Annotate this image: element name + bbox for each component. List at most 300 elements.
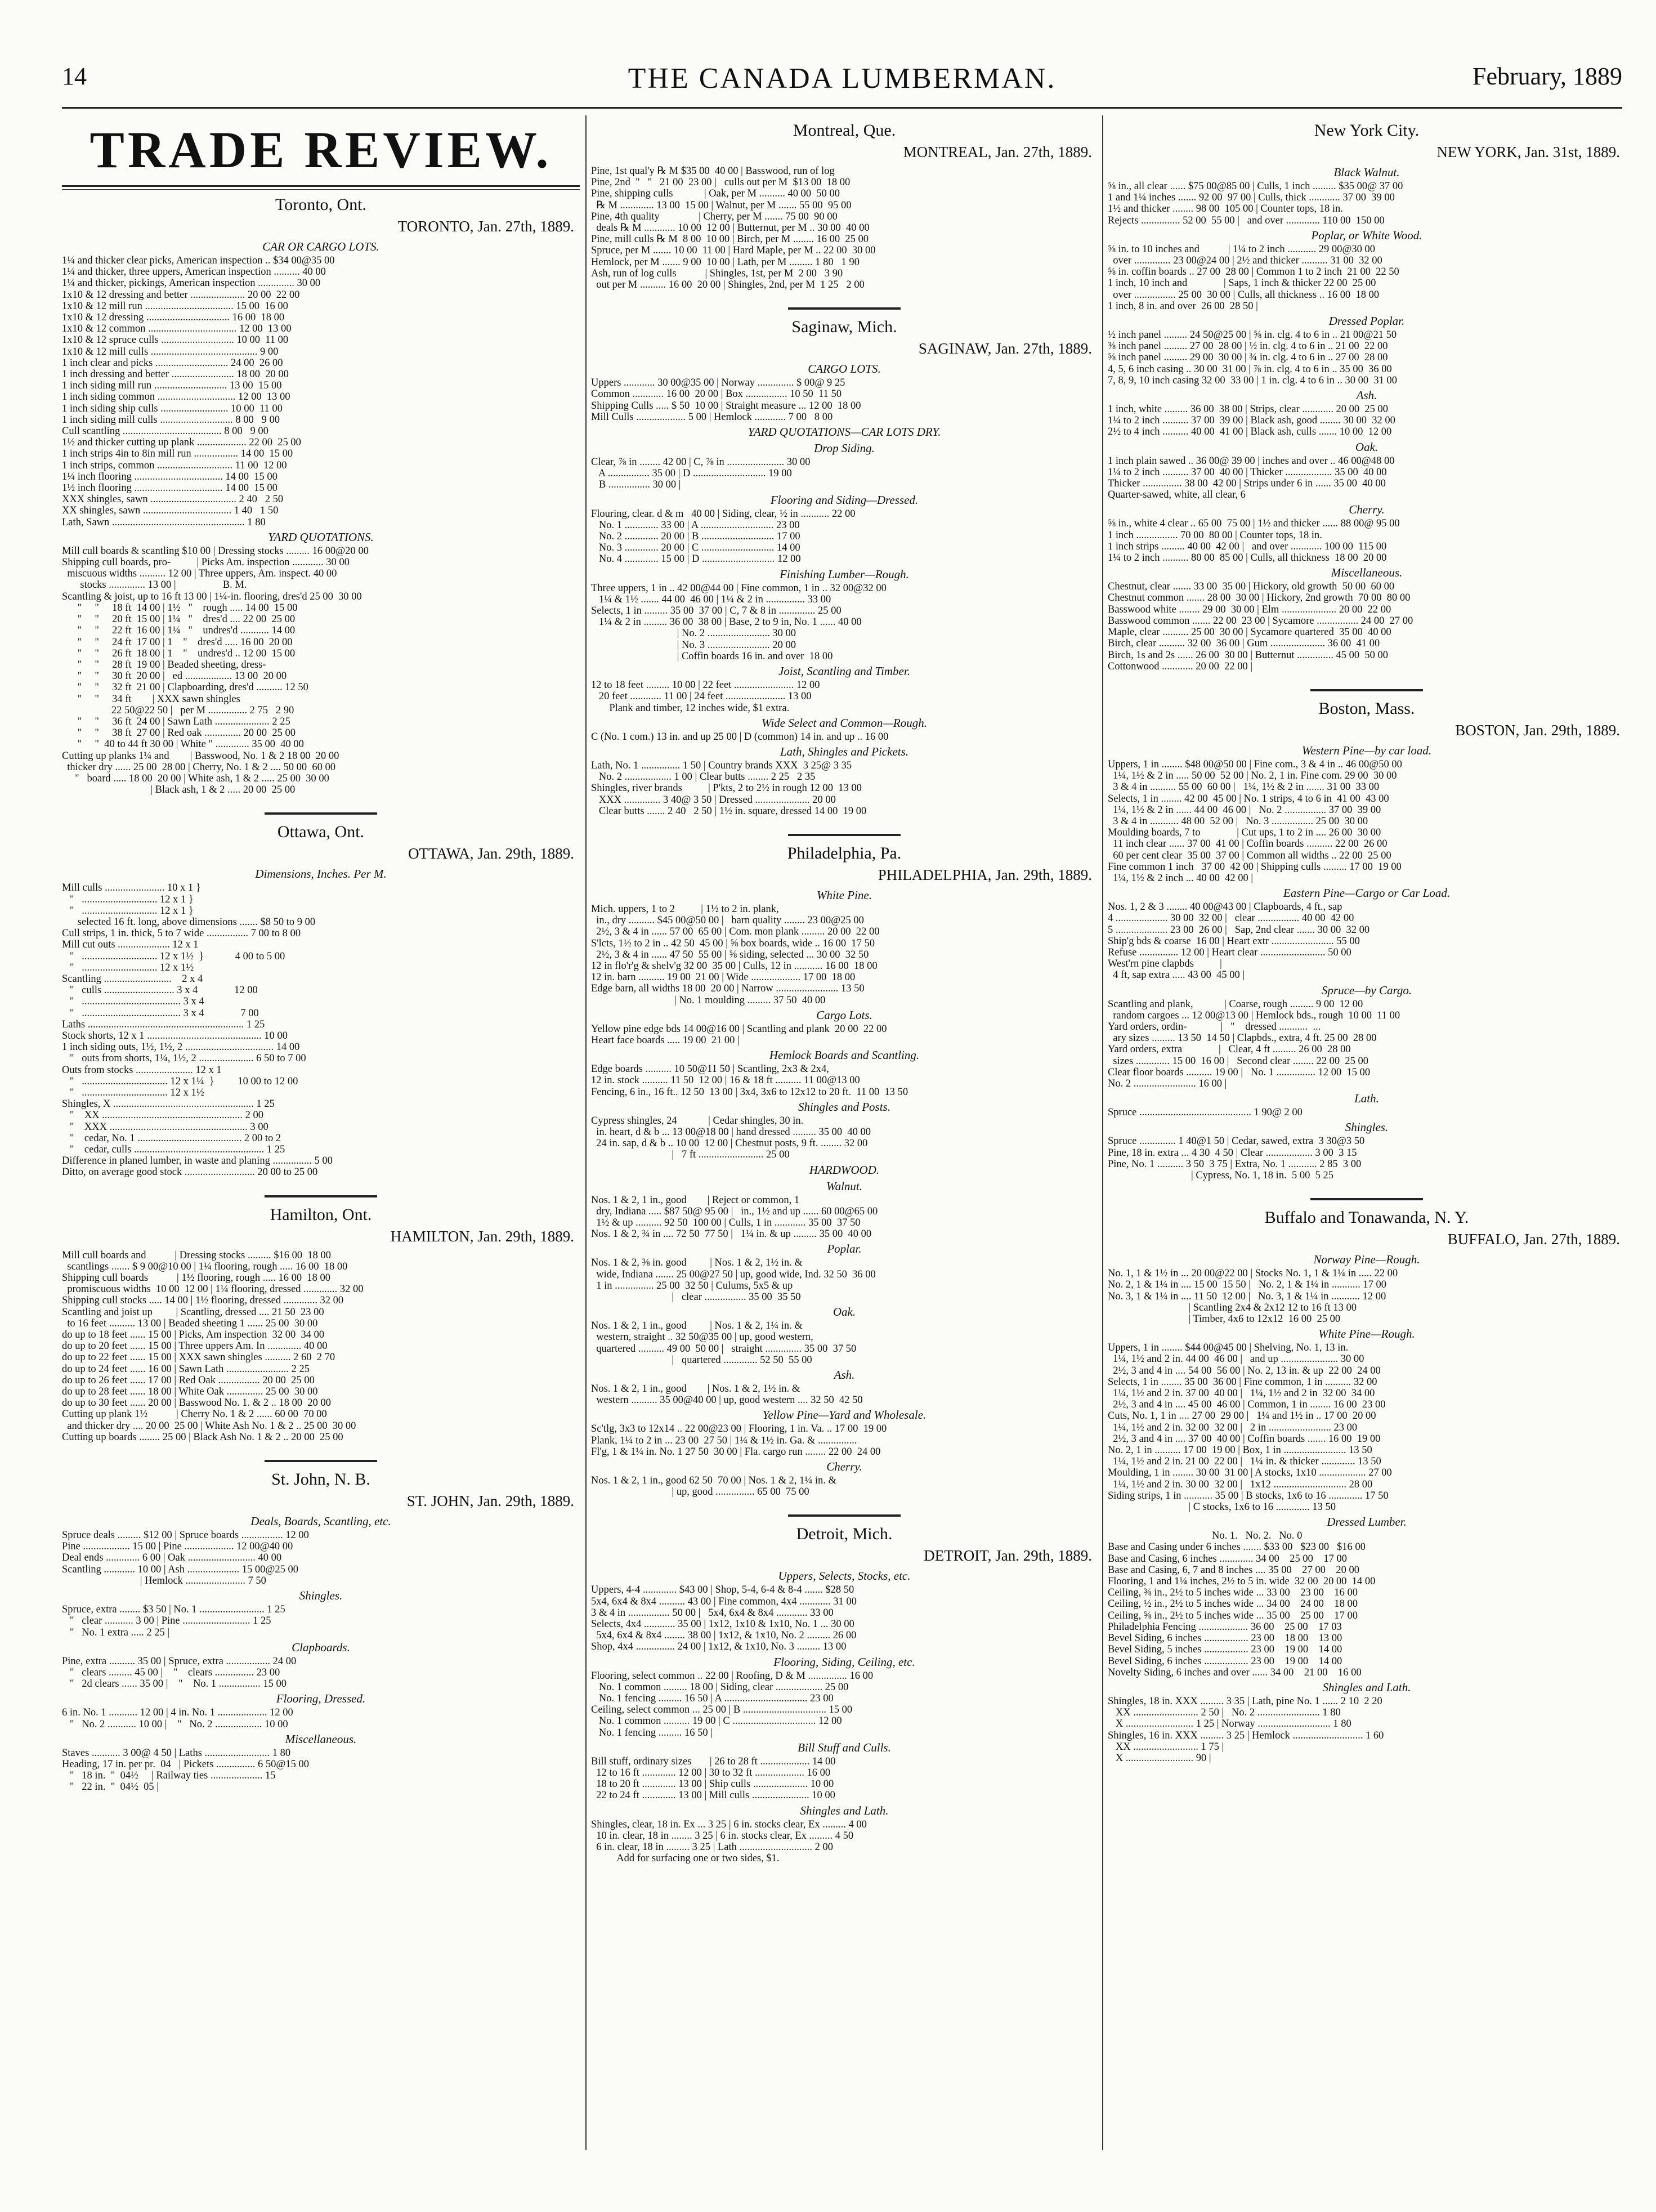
- section-heading: Shingles.: [299, 1589, 343, 1603]
- price-line: ½ inch panel ......... 24 50@25 00 | ⅝ in. clg. 4 to 6 in .. 21 00@21 50: [1108, 329, 1397, 341]
- price-line: 5 .................... 23 00 26 00 | Sap, 2nd clear ....... 30 00 32 00: [1108, 924, 1370, 936]
- price-line: scantlings ....... $ 9 00@10 00 | 1¼ flooring, rough ..... 16 00 18 00: [62, 1261, 348, 1272]
- price-line: Yard orders, ordin- | " dressed ........... ...: [1108, 1021, 1321, 1033]
- price-line: " " 26 ft 18 00 | 1 " undres'd .. 12 00 15 00: [62, 647, 296, 659]
- price-line: 1¼, 1½ and 2 in. 30 00 32 00 | 1x12 ............................ 28 00: [1108, 1478, 1373, 1490]
- market-separator: [265, 1195, 377, 1197]
- price-line: XXX shingles, sawn ................................. 2 40 2 50: [62, 494, 284, 506]
- price-line: do up to 18 feet ...... 15 00 | Picks, Am inspection 32 00 34 00: [62, 1329, 325, 1341]
- price-line: Pine, 2nd " " 21 00 23 00 | culls out per M $13 00 18 00: [591, 177, 851, 189]
- price-list: [591, 457, 1098, 491]
- price-line: Spruce .............. 1 40@1 50 | Cedar, sawed, extra 3 30@3 50: [1108, 1136, 1365, 1147]
- price-line: random cargoes ... 12 00@13 00 | Hemlock bds., rough 10 00 11 00: [1108, 1009, 1400, 1021]
- price-line: ary sizes ......... 13 50 14 50 | Clapbds., extra, 4 ft. 25 00 28 00: [1108, 1033, 1377, 1044]
- price-line: No. 1, 1 & 1½ in ... 20 00@22 00 | Stocks No. 1, 1 & 1¼ in ..... 22 00: [1108, 1268, 1398, 1280]
- price-list: [1108, 329, 1626, 386]
- price-list: [591, 1320, 1098, 1366]
- price-line: 1¼, 1½ and 2 in. 32 00 32 00 | 2 in ........................ 23 00: [1108, 1422, 1358, 1433]
- price-list: [1108, 901, 1626, 981]
- price-line: dry, Indiana ..... $87 50@ 95 00 | in., 1½ and up ...... 60 00@65 00: [591, 1205, 878, 1217]
- price-line: 4 ft, sap extra ..... 43 00 45 00 |: [1108, 969, 1245, 981]
- market-ottawa-ont: [62, 823, 580, 1178]
- price-line: Common ............ 16 00 20 00 | Box ................ 10 50 11 50: [591, 388, 842, 400]
- price-list: [591, 760, 1098, 817]
- price-line: Shipping cull stocks ..... 14 00 | 1½ flooring, dressed ............. 32 00: [62, 1295, 344, 1307]
- price-line: 3 & 4 in .......... 55 00 60 00 | 1¼, 1½ & 2 in ....... 31 00 33 00: [1108, 781, 1380, 793]
- price-line: Selects, 4x4 ............ 35 00 | 1x12, 1x10 & 1x10, No. 1 ... 30 00: [591, 1619, 854, 1630]
- price-line: " culls ........................... 3 x 4 12 00: [62, 985, 258, 996]
- price-line: 10 in. clear, 18 in ........ 3 25 | 6 in. stocks clear, Ex ......... 4 50: [591, 1830, 854, 1842]
- price-line: Hemlock, per M ....... 9 00 10 00 | Lath, per M ......... 1 80 1 90: [591, 256, 860, 268]
- section-heading: Lath, Shingles and Pickets.: [780, 744, 909, 758]
- section-heading: White Pine—Rough.: [1318, 1327, 1415, 1341]
- section-heading: Poplar.: [827, 1242, 862, 1256]
- price-line: do up to 30 feet ...... 20 00 | Basswood No. 1. & 2 .. 18 00 20 00: [62, 1397, 332, 1409]
- price-line: 1¼ to 2 inch .......... 37 00 40 00 | Thicker .................. 35 00 40 00: [1108, 466, 1387, 478]
- price-line: 24 in. sap, d & b .. 10 00 12 00 | Chestnut posts, 9 ft. ........ 32 00: [591, 1138, 868, 1150]
- price-line: Mill cull boards and | Dressing stocks ......... $16 00 18 00: [62, 1249, 331, 1261]
- market-dateline: TORONTO, Jan. 27th, 1889.: [397, 218, 574, 235]
- price-line: Shipping Culls ..... $ 50 10 00 | Straight measure ... 12 00 18 00: [591, 400, 861, 412]
- price-list: [591, 1475, 1098, 1498]
- section-heading: CARGO LOTS.: [808, 362, 881, 376]
- price-line: Heart face boards ..... 19 00 21 00 |: [591, 1034, 740, 1046]
- section-heading: Lath.: [1354, 1092, 1379, 1106]
- price-line: Nos. 1, 2 & 3 ........ 40 00@43 00 | Clapboards, 4 ft., sap: [1108, 901, 1342, 913]
- price-list: [591, 1024, 1098, 1046]
- price-list: [591, 1819, 1098, 1865]
- price-line: " " 40 to 44 ft 30 00 | White " ............. 35 00 40 00: [62, 739, 304, 750]
- section-heading: Spruce—by Cargo.: [1321, 983, 1412, 997]
- price-line: Spruce, extra ........ $3 50 | No. 1 ......................... 1 25: [62, 1604, 285, 1616]
- price-line: selected 16 ft. long, above dimensions ....... $8 50 to 9 00: [62, 916, 316, 928]
- price-line: " ............................. 12 x 1½ } 4 00 to 5 00: [62, 950, 285, 962]
- section-heading: Shingles and Lath.: [800, 1803, 889, 1817]
- price-line: Cull scantling ...................................... 8 00 9 00: [62, 426, 268, 437]
- price-list: [1108, 1342, 1626, 1513]
- price-line: Yellow pine edge bds 14 00@16 00 | Scantling and plank 20 00 22 00: [591, 1023, 887, 1035]
- price-line: Shingles, 18 in. XXX ......... 3 35 | Lath, pine No. 1 ...... 2 10 2 20: [1108, 1695, 1382, 1707]
- price-line: 1¼, 1½ and 2 in. 37 00 40 00 | 1¼, 1½ and 2 in 32 00 34 00: [1108, 1388, 1375, 1400]
- price-line: over ................ 25 00 30 00 | Culls, all thickness .. 16 00 18 00: [1108, 289, 1380, 301]
- price-line: Rejects ............... 52 00 55 00 | and over ............. 110 00 150 00: [1108, 215, 1385, 226]
- price-line: " No. 1 extra ..... 2 25 |: [62, 1626, 170, 1638]
- market-dateline: SAGINAW, Jan. 27th, 1889.: [918, 340, 1092, 358]
- price-line: " " 18 ft 14 00 | 1½ " rough ..... 14 00 15 00: [62, 602, 298, 614]
- price-line: Pine, 4th quality | Cherry, per M ....... 75 00 90 00: [591, 211, 838, 222]
- price-line: " " 22 ft 16 00 | 1¼ " undres'd ........... 14 00: [62, 625, 296, 637]
- price-list: [62, 1656, 580, 1690]
- section-heading: Wide Select and Common—Rough.: [762, 716, 927, 730]
- price-line: Cull strips, 1 in. thick, 5 to 7 wide ................ 7 00 to 8 00: [62, 928, 301, 940]
- price-line: Fine common 1 inch 37 00 42 00 | Shipping culls ......... 17 00 19 00: [1108, 861, 1402, 873]
- price-line: 12 in. stock .......... 11 50 12 00 | 16 & 18 ft .......... 11 00@13 00: [591, 1075, 860, 1087]
- price-line: in. heart, d & b ... 13 00@18 00 | hand dressed ......... 35 00 40 00: [591, 1126, 871, 1138]
- price-line: No. 1 common ......... 18 00 | Siding, clear .................. 25 00: [591, 1681, 849, 1693]
- market-city: Philadelphia, Pa.: [787, 843, 902, 863]
- price-line: | up, good ............... 65 00 75 00: [591, 1486, 809, 1498]
- price-line: to 16 feet .......... 13 00 | Beaded sheeting 1 ...... 25 00 30 00: [62, 1317, 318, 1329]
- price-line: 1¼ to 2 inch .......... 80 00 85 00 | Culls, all thickness 18 00 20 00: [1108, 552, 1387, 564]
- price-line: 1 inch clear and picks ............................ 24 00 26 00: [62, 357, 283, 369]
- price-line: 2½, 3 & 4 in ...... 57 00 65 00 | Com. mon plank ......... 20 00 22 00: [591, 926, 880, 938]
- price-line: 2½, 3 and 4 in .... 45 00 46 00 | Common, 1 in ........ 16 00 23 00: [1108, 1399, 1386, 1411]
- price-line: Quarter-sawed, white, all clear, 6: [1108, 489, 1246, 501]
- publication-title: THE CANADA LUMBERMAN.: [628, 62, 1057, 95]
- issue-date: February, 1889: [1473, 62, 1622, 90]
- price-line: 11 inch clear ...... 37 00 41 00 | Coffin boards .......... 22 00 26 00: [1108, 838, 1388, 850]
- section-heading: Oak.: [833, 1305, 856, 1319]
- column-divider-right: [1102, 115, 1103, 2150]
- price-line: and thicker dry .... 20 00 25 00 | White Ash No. 1 & 2 .. 25 00 30 00: [62, 1420, 356, 1432]
- market-separator: [1310, 689, 1423, 691]
- price-line: 1x10 & 12 dressing and better ..................... 20 00 22 00: [62, 289, 300, 301]
- market-city: Boston, Mass.: [1318, 699, 1415, 718]
- price-list: [591, 1257, 1098, 1303]
- price-list: [591, 1756, 1098, 1802]
- price-list: [62, 1707, 580, 1730]
- section-heading: Cherry.: [1349, 503, 1385, 517]
- price-line: ⅝ inch panel ......... 29 00 30 00 | ¾ in. clg. 4 to 6 in .. 27 00 28 00: [1108, 352, 1388, 364]
- price-line: 1 inch, white ......... 36 00 38 00 | Strips, clear ............ 20 00 25 00: [1108, 404, 1389, 415]
- price-line: | 7 ft ......................... 25 00: [591, 1149, 790, 1161]
- price-line: Basswood white ........ 29 00 30 00 | Elm ..................... 20 00 22 00: [1108, 604, 1391, 615]
- section-heading: Shingles.: [1345, 1120, 1389, 1134]
- price-line: No. 2 ............. 20 00 | B ............................ 17 00: [591, 531, 800, 543]
- price-line: Selects, 1 in ........ 42 00 45 00 | No. 1 strips, 4 to 6 in 41 00 43 00: [1108, 793, 1389, 805]
- price-line: stocks .............. 13 00 | B. M.: [62, 579, 247, 591]
- price-line: Cutting up boards ........ 25 00 | Black Ash No. 1 & 2 .. 20 00 25 00: [62, 1431, 343, 1443]
- price-line: in., dry .......... $45 00@50 00 | barn quality ........ 23 00@25 00: [591, 915, 864, 927]
- price-line: Shingles, X ...................................................... 1 25: [62, 1098, 275, 1110]
- section-heading: Miscellaneous.: [285, 1732, 357, 1746]
- price-line: 1¼ and thicker clear picks, American inspection .. $34 00@35 00: [62, 255, 335, 266]
- price-line: No. 1 ............. 33 00 | A ............................ 23 00: [591, 519, 800, 531]
- price-line: Pine, extra .......... 35 00 | Spruce, extra ................. 24 00: [62, 1655, 297, 1667]
- price-line: Pine, No. 1 .......... 3 50 3 75 | Extra, No. 1 ........... 2 85 3 00: [1108, 1158, 1362, 1170]
- market-hamilton-ont: [62, 1205, 580, 1443]
- price-line: 60 per cent clear 35 00 37 00 | Common all widths .. 22 00 25 00: [1108, 850, 1391, 861]
- price-list: [1108, 1136, 1626, 1181]
- price-line: Thicker ............... 38 00 42 00 | Strips under 6 in ...... 35 00 40 00: [1108, 478, 1386, 490]
- price-line: 22 to 24 ft ............. 13 00 | Mill culls ...................... 10 00: [591, 1790, 835, 1802]
- price-line: S'lcts, 1½ to 2 in .. 42 50 45 00 | ⅝ box boards, wide .. 16 00 17 50: [591, 937, 875, 949]
- price-list: [62, 546, 580, 796]
- price-list: [62, 255, 580, 528]
- price-line: Shop, 4x4 ............... 24 00 | 1x12, & 1x10, No. 3 ......... 13 00: [591, 1641, 847, 1653]
- market-city: New York City.: [1314, 121, 1420, 140]
- price-line: Nos. 1 & 2, 1 in., good | Nos. 1 & 2, 1½ in. &: [591, 1383, 800, 1395]
- price-line: 4, 5, 6 inch casing .. 30 00 31 00 | ⅞ in. clg. 4 to 6 in .. 35 00 36 00: [1108, 363, 1392, 375]
- price-line: Ship'g bds & coarse 16 00 | Heart extr ........................ 55 00: [1108, 935, 1360, 947]
- price-list: [62, 882, 580, 1178]
- price-line: Lath, No. 1 ............... 1 50 | Country brands XXX 3 25@ 3 35: [591, 759, 852, 771]
- price-line: A ................ 35 00 | D ............................ 19 00: [591, 468, 792, 480]
- price-line: " " 32 ft 21 00 | Clapboarding, dres'd .......... 12 50: [62, 682, 308, 694]
- price-line: Novelty Siding, 6 inches and over ...... 34 00 21 00 16 00: [1108, 1666, 1362, 1678]
- market-separator: [1310, 1198, 1423, 1200]
- price-line: Cuts, No. 1, 1 in .... 27 00 29 00 | 1¼ and 1½ in .. 17 00 20 00: [1108, 1410, 1376, 1422]
- price-line: Fencing, 6 in., 16 ft.. 12 50 13 00 | 3x4, 3x6 to 12x12 to 20 ft. 11 00 13 50: [591, 1086, 908, 1098]
- price-line: " XX ...................................................... 2 00: [62, 1110, 264, 1121]
- price-line: 5x4, 6x4 & 8x4 .......... 43 00 | Fine common, 4x4 ............ 31 00: [591, 1596, 857, 1607]
- price-line: " clears ......... 45 00 | " clears ............... 23 00: [62, 1666, 280, 1678]
- price-line: ⅝ in. coffin boards .. 27 00 28 00 | Common 1 to 2 inch 21 00 22 50: [1108, 266, 1399, 278]
- price-list: [591, 1584, 1098, 1652]
- price-list: [1108, 181, 1626, 226]
- market-city: Montreal, Que.: [793, 121, 896, 140]
- price-list: [62, 1748, 580, 1793]
- price-list: [591, 1115, 1098, 1161]
- price-line: Uppers, 1 in ........ $44 00@45 00 | Shelving, No. 1, 13 in.: [1108, 1342, 1349, 1354]
- price-line: Spruce ........................................... 1 90@ 2 00: [1108, 1107, 1303, 1119]
- price-line: Shipping cull boards | 1½ flooring, rough ..... 16 00 18 00: [62, 1272, 330, 1284]
- price-list: [1108, 455, 1626, 501]
- price-line: Difference in planed lumber, in waste and planing ............... 5 00: [62, 1155, 333, 1167]
- price-line: | Scantling 2x4 & 2x12 12 to 16 ft 13 00: [1108, 1302, 1357, 1313]
- price-line: Nos. 1 & 2, 1 in., good 62 50 70 00 | Nos. 1 & 2, 1¼ in. &: [591, 1475, 836, 1487]
- price-line: B ................ 30 00 |: [591, 479, 681, 491]
- section-heading: Flooring and Siding—Dressed.: [770, 493, 919, 507]
- price-line: Base and Casing, 6 inches ............. 34 00 25 00 17 00: [1108, 1553, 1347, 1565]
- price-line: wide, Indiana ....... 25 00@27 50 | up, good wide, Ind. 32 50 36 00: [591, 1268, 876, 1280]
- price-line: Add for surfacing one or two sides, $1.: [591, 1853, 780, 1865]
- price-line: " ...................................... 3 x 4: [62, 996, 204, 1008]
- price-line: 12 in flo'r'g & shelv'g 32 00 35 00 | Culls, 12 in ........... 16 00 18 00: [591, 960, 878, 972]
- price-line: Deal ends ............. 6 00 | Oak .......................... 40 00: [62, 1552, 282, 1564]
- price-line: 1 inch, 10 inch and | Saps, 1 inch & thicker 22 00 25 00: [1108, 278, 1376, 289]
- price-line: Clear, ⅞ in ........ 42 00 | C, ⅞ in ...................... 30 00: [591, 457, 811, 468]
- column-left: [62, 115, 580, 2150]
- price-line: Moulding, 1 in ........ 30 00 31 00 | A stocks, 1x10 .................. 27 00: [1108, 1467, 1392, 1479]
- price-line: X .......................... 90 |: [1108, 1752, 1211, 1764]
- price-line: 12 in. barn .......... 19 00 21 00 | Wide ................... 17 00 18 00: [591, 972, 856, 984]
- price-line: 1x10 & 12 mill culls ......................................... 9 00: [62, 346, 279, 358]
- section-heading: Joist, Scantling and Timber.: [778, 664, 910, 678]
- price-line: | No. 2 ........................ 30 00: [591, 628, 796, 640]
- price-line: Scantling and joist up | Scantling, dressed .... 21 50 23 00: [62, 1306, 324, 1318]
- price-line: " XXX ..................................................... 3 00: [62, 1121, 268, 1133]
- price-line: Heading, 17 in. per pr. 04 | Pickets ............... 6 50@15 00: [62, 1758, 310, 1770]
- price-line: " board ..... 18 00 20 00 | White ash, 1 & 2 ..... 25 00 30 00: [62, 772, 329, 784]
- price-line: Maple, clear .......... 25 00 30 00 | Sycamore quartered 35 00 40 00: [1108, 627, 1391, 638]
- price-line: 2½, 3 and 4 in .... 37 00 40 00 | Coffin boards ....... 16 00 19 00: [1108, 1433, 1381, 1445]
- price-line: No. 2 ........................ 16 00 |: [1108, 1078, 1227, 1089]
- price-line: Scantling & joist, up to 16 ft 13 00 | 1¼-in. flooring, dres'd 25 00 30 00: [62, 591, 362, 602]
- price-line: Moulding boards, 7 to | Cut ups, 1 to 2 in .... 26 00 30 00: [1108, 827, 1381, 839]
- price-line: Edge barn, all widths 18 00 20 00 | Narrow ........................ 13 50: [591, 983, 865, 995]
- price-list: [591, 1670, 1098, 1739]
- price-line: " " 24 ft 17 00 | 1 " dres'd ..... 16 00 20 00: [62, 636, 293, 648]
- price-line: " 22 in. " 04½ 05 |: [62, 1781, 159, 1793]
- price-line: 1½ inch flooring .................................. 14 00 15 00: [62, 482, 278, 494]
- price-line: 1¼, 1½ & 2 inch ... 40 00 42 00 |: [1108, 872, 1254, 884]
- price-line: Pine, mill culls ℞ M 8 00 10 00 | Birch, per M ........ 16 00 25 00: [591, 234, 869, 245]
- price-line: Mill cut outs .................... 12 x 1: [62, 939, 199, 951]
- market-dateline: DETROIT, Jan. 29th, 1889.: [924, 1547, 1092, 1565]
- price-line: Shipping cull boards, pro- | Picks Am. inspection ............ 30 00: [62, 557, 350, 569]
- price-line: ⅝ in. to 10 inches and | 1¼ to 2 inch ........... 29 00@30 00: [1108, 243, 1375, 255]
- price-line: XX ......................... 1 75 |: [1108, 1741, 1224, 1753]
- price-line: " ................................. 12 x 1½: [62, 1087, 204, 1098]
- price-line: Ceiling, ⅜ in., 2½ to 5 inches wide ... 33 00 23 00 16 00: [1108, 1587, 1358, 1599]
- market-boston-mass: [1108, 699, 1626, 1181]
- section-heading: Walnut.: [826, 1179, 862, 1193]
- price-line: Selects, 1 in ........ 35 00 36 00 | Fine common, 1 in .......... 32 00: [1108, 1376, 1377, 1388]
- price-list: [1108, 581, 1626, 672]
- price-line: " ................................. 12 x 1¼ } 10 00 to 12 00: [62, 1075, 298, 1087]
- price-line: | quartered ............. 52 50 55 00: [591, 1354, 812, 1366]
- price-line: ⅜ inch panel ......... 27 00 28 00 | ½ in. clg. 4 to 6 in .. 21 00 22 00: [1108, 341, 1388, 352]
- price-line: Uppers, 1 in ........ $48 00@50 00 | Fine com., 3 & 4 in .. 46 00@50 00: [1108, 758, 1402, 770]
- price-line: Mill cull boards & scantling $10 00 | Dressing stocks ......... 16 00@20 00: [62, 545, 369, 557]
- price-line: XX ......................... 2 50 | No. 2 ........................ 1 80: [1108, 1707, 1341, 1719]
- price-line: Ceiling, select common ... 25 00 | B ................................ 15 00: [591, 1704, 853, 1716]
- price-line: Flooring, select common .. 22 00 | Roofing, D & M ............... 16 00: [591, 1670, 874, 1682]
- price-line: Mill culls ....................... 10 x 1 }: [62, 882, 201, 894]
- section-heading: Western Pine—by car load.: [1301, 743, 1432, 757]
- price-line: Selects, 1 in ......... 35 00 37 00 | C, 7 & 8 in .............. 25 00: [591, 605, 842, 617]
- section-heading: Miscellaneous.: [1331, 566, 1403, 580]
- price-line: do up to 22 feet ...... 15 00 | XXX sawn shingles .......... 2 60 2 70: [62, 1352, 335, 1364]
- price-line: Nos. 1 & 2, 1 in., good | Nos. 1 & 2, 1¼ in. &: [591, 1320, 803, 1332]
- market-separator: [788, 307, 901, 310]
- price-line: do up to 20 feet ...... 15 00 | Three uppers Am. In ............. 40 00: [62, 1340, 328, 1352]
- price-line: Bevel Siding, 6 inches ................. 23 00 19 00 14 00: [1108, 1655, 1342, 1667]
- column-right: [1108, 115, 1626, 2150]
- price-line: 1 inch ................ 70 00 80 00 | Counter tops, 18 in.: [1108, 529, 1322, 541]
- price-line: Cottonwood ............ 20 00 22 00 |: [1108, 660, 1253, 672]
- section-heading: Ash.: [834, 1368, 855, 1382]
- price-line: 1 inch siding mill culls ............................ 8 00 9 00: [62, 414, 280, 426]
- market-city: Toronto, Ont.: [275, 195, 367, 214]
- price-line: 1 inch siding common .............................. 12 00 13 00: [62, 391, 290, 403]
- price-line: Three uppers, 1 in .. 42 00@44 00 | Fine common, 1 in .. 32 00@32 00: [591, 582, 887, 594]
- price-line: 1¼ & 1½ ....... 44 00 46 00 | 1¼ & 2 in ............... 33 00: [591, 593, 831, 605]
- price-line: 1 inch strips, common ............................. 11 00 12 00: [62, 459, 287, 471]
- market-separator: [788, 834, 901, 836]
- price-list: [62, 1604, 580, 1638]
- page-number: 14: [62, 62, 87, 90]
- price-line: 22 50@22 50 | per M ............... 2 75 2 90: [62, 704, 294, 716]
- price-line: Lath, Sawn ................................................... 1 80: [62, 516, 266, 528]
- price-line: | No. 1 moulding ......... 37 50 40 00: [591, 994, 826, 1006]
- price-line: Sc'tlg, 3x3 to 12x14 .. 22 00@23 00 | Flooring, 1 in. Va. .. 17 00 19 00: [591, 1423, 887, 1435]
- market-dateline: OTTAWA, Jan. 29th, 1889.: [408, 845, 574, 863]
- section-heading: Drop Siding.: [814, 441, 875, 455]
- section-heading: Clapboards.: [292, 1640, 350, 1654]
- price-line: Clear butts ....... 2 40 2 50 | 1½ in. square, dressed 14 00 19 00: [591, 805, 867, 817]
- price-list: [1108, 1696, 1626, 1764]
- price-list: [591, 1195, 1098, 1240]
- price-line: No. 1 common .......... 19 00 | C ................................ 12 00: [591, 1715, 842, 1727]
- price-line: 2½, 3 and 4 in .... 54 00 56 00 | No. 2, 13 in. & up 22 00 24 00: [1108, 1365, 1381, 1377]
- price-line: Clear floor boards .......... 19 00 | No. 1 ............... 12 00 15 00: [1108, 1066, 1371, 1078]
- price-line: 1 inch, 8 in. and over 26 00 28 50 |: [1108, 300, 1258, 312]
- price-line: western .......... 35 00@40 00 | up, good western .... 32 50 42 50: [591, 1395, 863, 1406]
- title-rule: [62, 185, 580, 190]
- price-line: Bevel Siding, 6 inches ................. 23 00 18 00 13 00: [1108, 1633, 1342, 1645]
- section-heading: Deals, Boards, Scantling, etc.: [250, 1514, 391, 1529]
- price-line: do up to 26 feet ...... 17 00 | Red Oak ................ 20 00 25 00: [62, 1374, 315, 1386]
- section-heading: Eastern Pine—Cargo or Car Load.: [1283, 886, 1451, 900]
- price-list: [591, 1063, 1098, 1098]
- price-line: " 2d clears ...... 35 00 | " No. 1 ................ 15 00: [62, 1678, 287, 1690]
- market-separator: [265, 1460, 377, 1462]
- price-list: [591, 508, 1098, 565]
- price-line: Scantling ............ 10 00 | Ash .................... 15 00@25 00: [62, 1563, 299, 1575]
- price-line: 1x10 & 12 mill run .................................. 15 00 16 00: [62, 300, 288, 312]
- section-heading: Dressed Poplar.: [1328, 314, 1405, 328]
- section-heading: Flooring, Siding, Ceiling, etc.: [773, 1655, 915, 1669]
- price-line: Spruce, per M ....... 10 00 11 00 | Hard Maple, per M .. 22 00 30 00: [591, 245, 876, 257]
- market-city: Detroit, Mich.: [796, 1525, 893, 1544]
- section-heading: Oak.: [1355, 440, 1378, 454]
- price-line: " " 20 ft 15 00 | 1¼ " dres'd .... 22 00 25 00: [62, 614, 296, 625]
- price-line: Nos. 1 & 2, ⅜ in. good | Nos. 1 & 2, 1½ in. &: [591, 1257, 803, 1269]
- price-line: Uppers, 4-4 ............. $43 00 | Shop, 5-4, 6-4 & 8-4 ....... $28 50: [591, 1584, 854, 1596]
- price-line: ⅝ in., all clear ...... $75 00@85 00 | Culls, 1 inch ......... $35 00@ 37 00: [1108, 181, 1403, 192]
- price-line: Plank and timber, 12 inches wide, $1 extra.: [591, 702, 790, 714]
- price-line: 1x10 & 12 common .................................. 12 00 13 00: [62, 323, 292, 335]
- market-montreal-que: [591, 121, 1098, 291]
- price-line: western, straight .. 32 50@35 00 | up, good western,: [591, 1331, 813, 1343]
- section-heading: Bill Stuff and Culls.: [798, 1740, 891, 1754]
- price-line: 1¼ and thicker, three uppers, American inspection .......... 40 00: [62, 266, 326, 278]
- price-line: 5x4, 6x4 & 8x4 ........ 38 00 | 1x12, & 1x10, No. 2 ......... 26 00: [591, 1630, 857, 1642]
- price-list: [62, 1250, 580, 1443]
- price-line: " cedar, No. 1 ........................................ 2 00 to 2: [62, 1132, 281, 1144]
- price-list: [1108, 1530, 1626, 1678]
- section-heading: CAR OR CARGO LOTS.: [262, 240, 379, 253]
- market-city: Hamilton, Ont.: [270, 1205, 372, 1224]
- price-list: [591, 904, 1098, 1006]
- price-line: 6 in. clear, 18 in ......... 3 25 | Lath ............................ 2 00: [591, 1842, 833, 1853]
- price-line: sizes ............. 15 00 16 00 | Second clear ........ 22 00 25 00: [1108, 1055, 1369, 1067]
- section-heading: Poplar, or White Wood.: [1311, 228, 1422, 242]
- price-line: " No. 2 ........... 10 00 | " No. 2 .................. 10 00: [62, 1718, 288, 1730]
- price-line: 1¼ to 2 inch .......... 37 00 39 00 | Black ash, good ........ 30 00 32 00: [1108, 415, 1395, 427]
- price-line: 1¼, 1½ and 2 in. 21 00 22 00 | 1¼ in. & thicker ............. 13 50: [1108, 1456, 1381, 1468]
- price-line: promiscuous widths 10 00 12 00 | 1¼ flooring, dressed ............. 32 00: [62, 1284, 364, 1295]
- price-line: 12 to 18 feet ......... 10 00 | 22 feet ....................... 12 00: [591, 680, 820, 691]
- price-line: XXX .............. 3 40@ 3 50 | Dressed ..................... 20 00: [591, 794, 836, 806]
- price-line: Basswood common ....... 22 00 23 00 | Sycamore ................ 24 00 27 00: [1108, 615, 1413, 627]
- price-line: Pine .................. 15 00 | Pine ................... 12 00@40 00: [62, 1541, 293, 1553]
- section-heading: Shingles and Lath.: [1322, 1680, 1411, 1694]
- market-dateline: BOSTON, Jan. 29th, 1889.: [1455, 721, 1620, 739]
- price-line: Nos. 1 & 2, 1 in., good | Reject or common, 1: [591, 1194, 800, 1206]
- price-line: Nos. 1 & 2, ¾ in .... 72 50 77 50 | 1¼ in. & up ......... 35 00 40 00: [591, 1228, 872, 1240]
- price-line: Stock shorts, 12 x 1 ............................................ 10 00: [62, 1030, 288, 1042]
- price-line: X .......................... 1 25 | Norway ............................ 1 80: [1108, 1718, 1351, 1730]
- market-separator: [265, 812, 377, 815]
- price-line: Outs from stocks ...................... 12 x 1: [62, 1064, 222, 1076]
- market-dateline: HAMILTON, Jan. 29th, 1889.: [390, 1227, 574, 1245]
- market-dateline: MONTREAL, Jan. 27th, 1889.: [903, 144, 1092, 160]
- price-list: [1108, 999, 1626, 1090]
- price-line: 1 inch siding ship culls .......................... 10 00 11 00: [62, 403, 283, 414]
- price-line: Cypress shingles, 24 | Cedar shingles, 30 in.: [591, 1115, 804, 1127]
- price-line: Pine, 18 in. extra ... 4 30 4 50 | Clear .................. 3 00 3 15: [1108, 1147, 1357, 1159]
- price-line: Birch, 1s and 2s ...... 26 00 30 00 | Butternut .............. 45 00 50 00: [1108, 649, 1389, 661]
- price-line: 1¼, 1½ & 2 in ..... 50 00 52 00 | No. 2, 1 in. Fine com. 29 00 30 00: [1108, 770, 1397, 782]
- market-dateline: PHILADELPHIA, Jan. 29th, 1889.: [878, 866, 1092, 883]
- section-heading: White Pine.: [817, 888, 872, 902]
- price-line: No. 3 ............. 20 00 | C ............................ 14 00: [591, 542, 800, 554]
- price-line: Siding strips, 1 in ........... 35 00 | B stocks, 1x6 to 16 ............. 17 50: [1108, 1490, 1389, 1502]
- section-heading: Black Walnut.: [1333, 166, 1400, 179]
